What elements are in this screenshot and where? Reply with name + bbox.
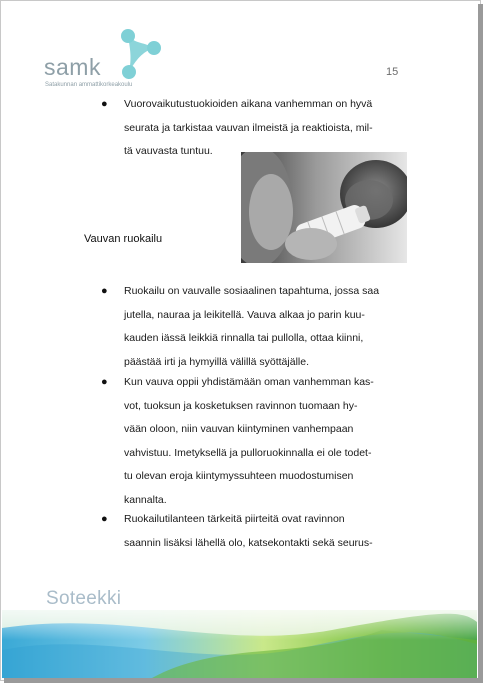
bullet-paragraph-3 xyxy=(124,371,387,512)
bullet-marker: ● xyxy=(101,376,108,388)
bullet-marker: ● xyxy=(101,98,108,110)
text-line: kauden iässä leikkiä rinnalla tai pullolla, ottaa kiinni, xyxy=(124,332,364,344)
footer-decorative-band xyxy=(2,610,477,678)
footer-title: Soteekki xyxy=(46,588,122,609)
text-line: Ruokailu on vauvalle sosiaalinen tapahtuma, jossa saa xyxy=(124,285,380,297)
text-line: vahvistuu. Imetyksellä ja pulloruokinnalla ei ole todet- xyxy=(124,446,372,459)
text-line: tä vauvasta tuntuu. xyxy=(124,145,213,157)
text-line: saannin lisäksi lähellä olo, katsekontakti sekä seurus- xyxy=(124,536,373,549)
bullet-paragraph-4 xyxy=(124,508,387,555)
page-shadow-bottom xyxy=(4,678,483,683)
text-line: Kun vauva oppii yhdistämään oman vanhemman kas- xyxy=(124,376,374,388)
bullet-marker: ● xyxy=(101,513,108,525)
text-line: kannalta. xyxy=(124,493,167,506)
logo-tagline: Satakunnan ammattikorkeakoulu xyxy=(45,82,133,88)
text-line: päästää irti ja hymyillä välillä syöttäjälle. xyxy=(124,355,309,368)
bullet-paragraph-2 xyxy=(124,280,387,374)
text-line: jutella, nauraa ja leikitellä. Vauva alkaa jo parin kuu- xyxy=(124,308,365,321)
samk-logo xyxy=(44,28,164,88)
page-shadow-right xyxy=(478,4,483,683)
text-line: Ruokailutilanteen tärkeitä piirteitä ovat ravinnon xyxy=(124,513,345,525)
text-line: tu olevan eroja kiintymyssuhteen muodostumisen xyxy=(124,470,354,482)
baby-feeding-photo xyxy=(241,152,407,263)
text-line: vään oloon, niin vauvan kiintyminen vanhempaan xyxy=(124,423,354,435)
logo-wordmark: samk xyxy=(44,54,101,80)
text-line: seurata ja tarkistaa vauvan ilmeistä ja reaktioista, mil- xyxy=(124,121,373,134)
text-line: Vuorovaikutustuokioiden aikana vanhemman on hyvä xyxy=(124,98,373,110)
text-line: vot, tuoksun ja kosketuksen ravinnon tuomaan hy- xyxy=(124,399,358,412)
section-heading: Vauvan ruokailu xyxy=(84,233,163,245)
bullet-marker: ● xyxy=(101,285,108,297)
samk-logo-mark-icon xyxy=(118,28,168,80)
page-number: 15 xyxy=(386,66,399,78)
